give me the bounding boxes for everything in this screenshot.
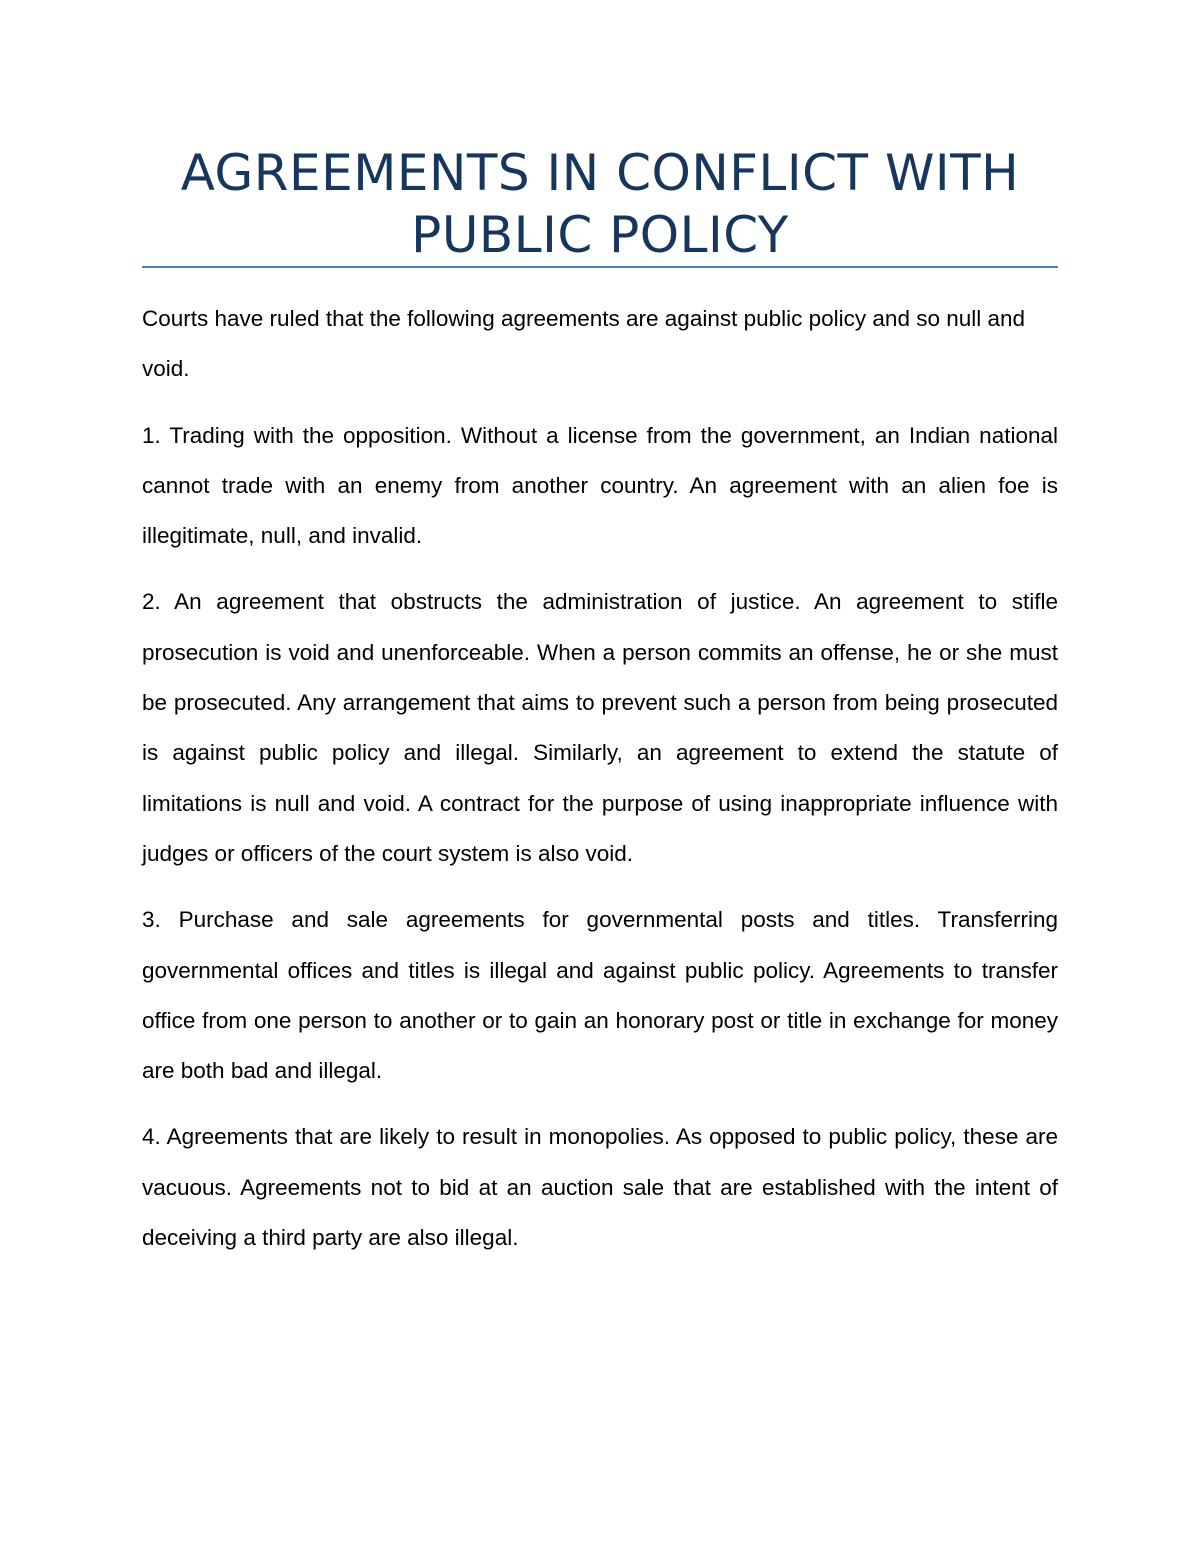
paragraph-2: 2. An agreement that obstructs the administration of justice. An agreement to stifle prosecution is void and unenforceable. When a person commits an offense, he or she must be prosecuted. Any arrangement that aims to prevent such a person from being prosecuted is against public policy and illegal. Similarly, an agreement to extend the statute of limitations is null and void. A contract for the purpose of using inappropriate influence with judges or officers of the court system is also void.: [142, 589, 1058, 866]
paragraph-1: 1. Trading with the opposition. Without a license from the government, an Indian national cannot trade with an enemy from another country. An agreement with an alien foe is illegitimate, null, and invalid.: [142, 422, 1058, 549]
paragraph-3: 3. Purchase and sale agreements for governmental posts and titles. Transferring governmental offices and titles is illegal and against public policy. Agreements to transfer office from one person to another or to gain an honorary post or title in exchange for money are both bad and illegal.: [142, 907, 1058, 1084]
paragraph-4: 4. Agreements that are likely to result in monopolies. As opposed to public policy, these are vacuous. Agreements not to bid at an auction sale that are established with the intent of deceiving a third party are also illegal.: [142, 1124, 1058, 1251]
document-title: AGREEMENTS IN CONFLICT WITH PUBLIC POLICY: [180, 144, 1020, 264]
intro-paragraph: Courts have ruled that the following agreements are against public policy and so null and void.: [142, 306, 1026, 382]
document-body: [142, 294, 1058, 1279]
title-divider: [142, 266, 1058, 268]
